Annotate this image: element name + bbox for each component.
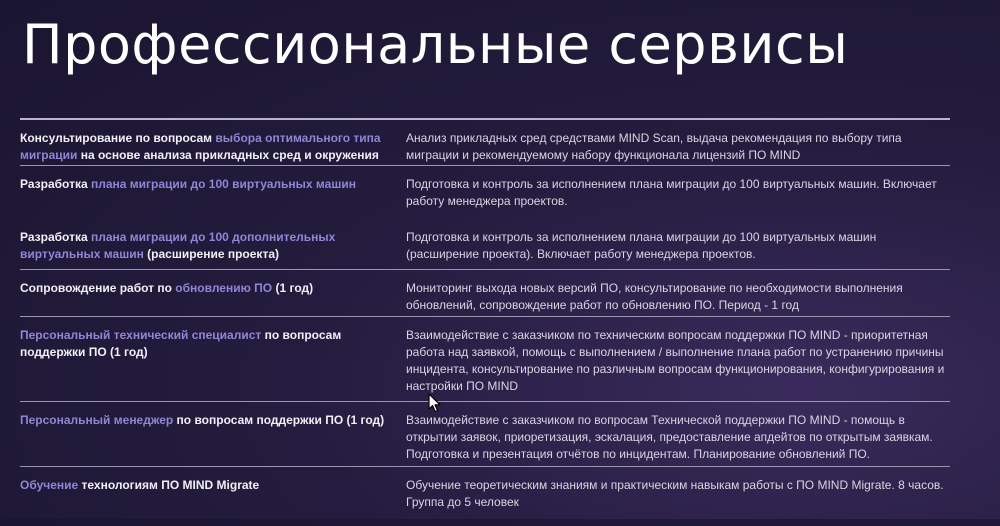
- service-row: [20, 401, 950, 466]
- service-row: [20, 165, 950, 219]
- service-description: Подготовка и контроль за исполнением плана миграции до 100 виртуальных машин (расширение проекта). Включает работу менеджера проектов.: [406, 230, 877, 261]
- service-description: Анализ прикладных сред средствами MIND Scan, выдача рекомендация по выбору типа миграции и рекомендуемому набору функционала лицензий ПО MIND: [406, 131, 902, 162]
- service-name-highlight: Персональный технический специалист: [20, 328, 262, 342]
- service-row: [20, 316, 950, 401]
- service-name-highlight: выбора оптимального типа миграции: [20, 131, 381, 162]
- service-description: Мониторинг выхода новых версий ПО, консультирование по необходимости выполнения обновлений, сопровождение работ по обновлению ПО. Период - 1 год: [406, 281, 903, 312]
- service-description: Подготовка и контроль за исполнением плана миграции до 100 виртуальных машин. Включает работу менеджера проектов.: [406, 177, 937, 208]
- service-name-part: на основе анализа прикладных сред и окружения: [77, 148, 379, 162]
- mouse-pointer-icon: [428, 393, 442, 413]
- service-row: [20, 118, 950, 165]
- service-name: [20, 130, 406, 165]
- service-name-part: Разработка: [20, 230, 91, 244]
- service-name-part: технологиям ПО MIND Migrate: [78, 478, 260, 492]
- service-name: [20, 280, 406, 316]
- slide-title: Профессиональные сервисы: [22, 13, 849, 76]
- service-name: [20, 327, 406, 401]
- service-name-part: Разработка: [20, 177, 91, 191]
- service-name-highlight: Персональный менеджер: [20, 413, 174, 427]
- service-name-highlight: Обучение: [20, 478, 79, 492]
- service-name-highlight: обновлению ПО: [175, 281, 273, 295]
- service-name-part: по вопросам поддержки ПО (1 год): [173, 413, 385, 427]
- service-name: [20, 229, 406, 269]
- service-row: [20, 466, 950, 526]
- services-table: [20, 118, 950, 526]
- service-name-part: (расширение проекта): [143, 247, 279, 261]
- service-description: Взаимодействие с заказчиком по вопросам Технической поддержки ПО MIND - помощь в открытии заявок, приоретизация, эскалация, предоставление апдейтов по открытым заявкам. Подготовка и презентация отчётов по инцидентам. Планирование обновлений ПО.: [406, 413, 933, 461]
- service-name-part: Консультирование по вопросам: [20, 131, 216, 145]
- service-name-part: по вопросам поддержки ПО (1 год): [20, 328, 342, 359]
- service-row: [20, 269, 950, 316]
- service-name-highlight: плана миграции до 100 виртуальных машин: [90, 177, 356, 191]
- service-row: [20, 219, 950, 269]
- service-name: [20, 412, 406, 466]
- service-name-part: Сопровождение работ по: [20, 281, 176, 295]
- service-name: [20, 176, 406, 219]
- service-description: Взаимодействие с заказчиком по техническим вопросам поддержки ПО MIND - приоритетная работа над заявкой, помощь с выполнением / выполнение плана работ по устранению причины инцидента, консультирование по различным вопросам функционирования, конфигурирования и настройки ПО MIND: [406, 328, 945, 393]
- service-name-highlight: плана миграции до 100 дополнительных виртуальных машин: [20, 230, 336, 261]
- service-description: Обучение теоретическим знаниям и практическим навыкам работы с ПО MIND Migrate. 8 часов. Группа до 5 человек: [406, 478, 944, 509]
- service-name-part: (1 год): [272, 281, 314, 295]
